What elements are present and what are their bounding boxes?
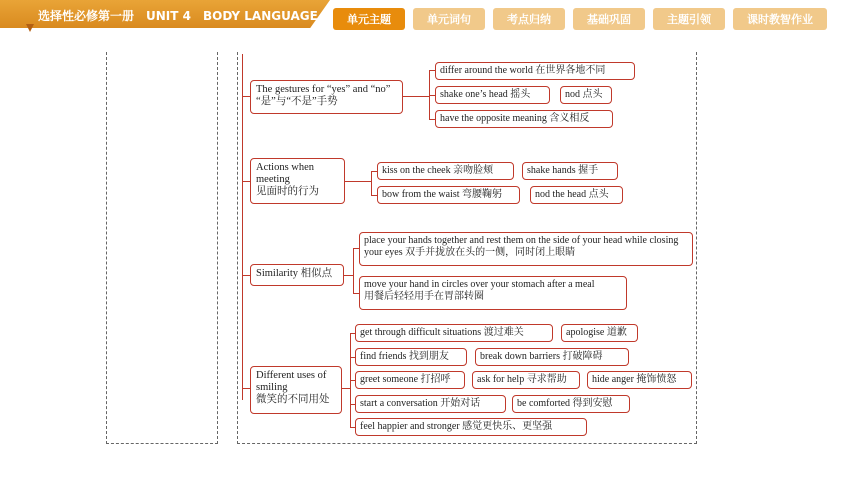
gesture-item: nod 点头 <box>560 86 612 104</box>
action-item: shake hands 握手 <box>522 162 618 180</box>
connector <box>345 181 371 182</box>
connector <box>242 388 250 389</box>
similarity-item-en: move your hand in circles over your stomach after a meal <box>364 279 595 290</box>
tab-unit-theme[interactable]: 单元主题 <box>333 8 405 30</box>
tab-key-points[interactable]: 考点归纳 <box>493 8 565 30</box>
similarity-item <box>359 232 693 266</box>
similarity-item <box>359 276 627 310</box>
tab-unit-vocabulary[interactable]: 单元词句 <box>413 8 485 30</box>
banner-pointer-icon <box>26 24 34 32</box>
similarity-item-en: place your hands together and rest them on the side of your head while closing your eyes <box>364 235 679 258</box>
smiling-item: get through difficult situations 渡过难关 <box>355 324 553 342</box>
connector <box>242 181 250 182</box>
smiling-item: ask for help 寻求帮助 <box>472 371 580 389</box>
category-actions <box>250 158 345 204</box>
category-gestures-en: The gestures for “yes” and “no” <box>256 84 391 95</box>
category-similarity: Similarity 相似点 <box>250 264 344 286</box>
category-smiling-zh: 微笑的不同用处 <box>256 394 330 405</box>
category-gestures-zh: “是”与“不是”手势 <box>256 96 338 107</box>
gesture-item: have the opposite meaning 含义相反 <box>435 110 613 128</box>
smiling-item: start a conversation 开始对话 <box>355 395 506 413</box>
tab-theme-guide[interactable]: 主题引领 <box>653 8 725 30</box>
smiling-item: hide anger 掩饰愤怒 <box>587 371 692 389</box>
category-smiling <box>250 366 342 414</box>
smiling-item: greet someone 打招呼 <box>355 371 465 389</box>
category-actions-en: Actions when <box>256 162 315 173</box>
action-item: bow from the waist 弯腰鞠躬 <box>377 186 520 204</box>
connector <box>242 275 250 276</box>
left-frame <box>106 52 218 444</box>
category-actions-zh: 见面时的行为 <box>256 186 319 197</box>
category-smiling-en: smiling <box>256 382 288 393</box>
tab-homework[interactable]: 课时教智作业 <box>733 8 827 30</box>
smiling-item: apologise 道歉 <box>561 324 638 342</box>
connector <box>403 96 429 97</box>
tab-basic-practice[interactable]: 基础巩固 <box>573 8 645 30</box>
action-item: nod the head 点头 <box>530 186 623 204</box>
main-spine <box>242 54 243 400</box>
connector <box>344 275 353 276</box>
smiling-item: be comforted 得到安慰 <box>512 395 630 413</box>
similarity-item-zh: 双手并拢放在头的一侧，同时闭上眼睛 <box>405 247 576 258</box>
connector <box>242 96 250 97</box>
connector <box>353 248 354 293</box>
gesture-item: differ around the world 在世界各地不同 <box>435 62 635 80</box>
action-item: kiss on the cheek 亲吻脸颊 <box>377 162 514 180</box>
connector <box>371 171 372 195</box>
category-gestures <box>250 80 403 114</box>
top-bar <box>0 0 860 34</box>
gesture-item: shake one’s head 摇头 <box>435 86 550 104</box>
similarity-item-zh: 用餐后轻轻用手在胃部转圈 <box>364 291 484 302</box>
connector <box>342 388 350 389</box>
category-actions-en: meeting <box>256 174 290 185</box>
smiling-item: break down barriers 打破障碍 <box>475 348 629 366</box>
category-smiling-en: Different uses of <box>256 370 327 381</box>
lesson-title: 选择性必修第一册 UNIT 4 BODY LANGUAGE <box>38 9 318 23</box>
smiling-item: feel happier and stronger 感觉更快乐、更坚强 <box>355 418 587 436</box>
smiling-item: find friends 找到朋友 <box>355 348 467 366</box>
